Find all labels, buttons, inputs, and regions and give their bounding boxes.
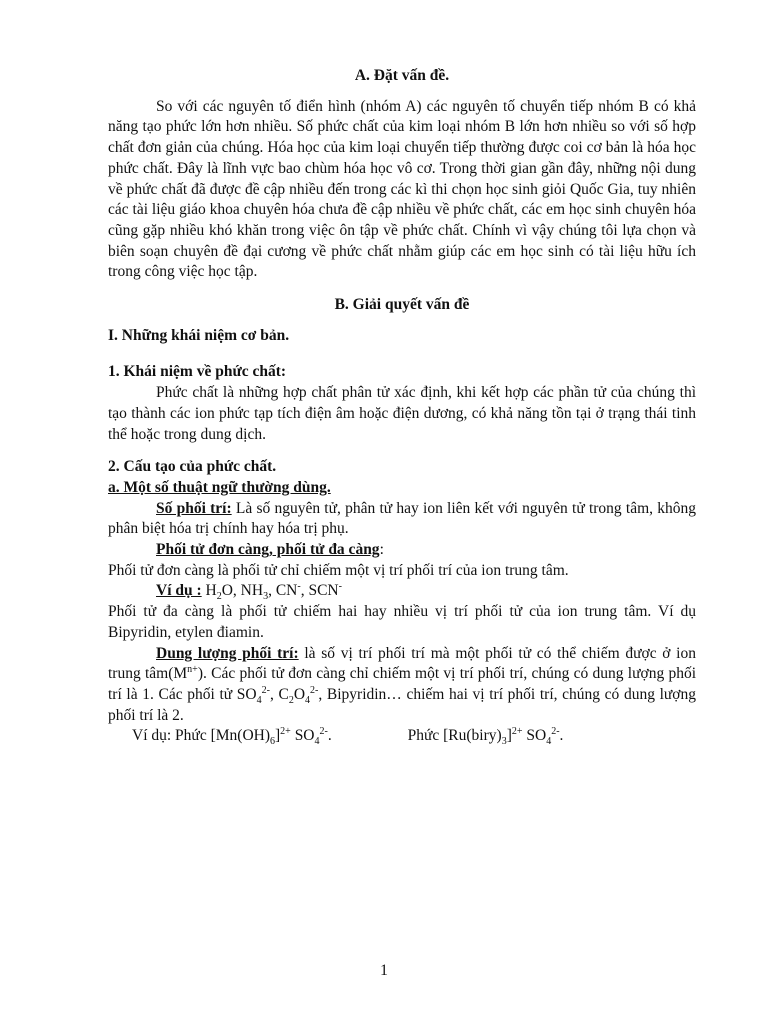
section-a-title: A. Đặt vấn đề.	[354, 67, 450, 84]
monodentate-definition: Phối tử đơn càng là phối tử chỉ chiếm một vị trí phối trí của ion trung tâm.	[108, 561, 569, 579]
example-text: O, NH	[221, 582, 264, 600]
section-a-paragraph: So với các nguyên tố điển hình (nhóm A) các nguyên tố chuyển tiếp nhóm B có khả năng tạo phức lớn hơn nhiều. Số phức chất của kim loại nhóm B lớn hơn nhiều so với số hợp chất đơn giản của chúng. Hóa học của kim loại chuyển tiếp thường được coi cơ bản là hóa học phức chất. Đây là lĩnh vực bao chùm hóa học vô cơ. Trong thời gian gần đây, những nội dung về phức chất đã được đề cập nhiều đến trong các kì thi chọn học sinh giỏi Quốc Gia, tuy nhiên các tài liệu giáo khoa chuyên hóa chưa đề cập nhiều về phức chất, các em học sinh chuyên hóa cũng gặp nhiều khó khăn trong việc ôn tập về phức chất. Chính vì vậy chúng tôi lựa chọn và biên soạn chuyên đề đại cương về phức chất nhằm giúp các em học sinh có tài liệu hữu ích trong công việc học tập.	[108, 97, 696, 281]
complex-example-1	[132, 726, 332, 748]
capacity-sub: 4	[256, 695, 262, 707]
capacity-sup: 2-	[261, 684, 270, 696]
capacity-term: Dung lượng phối trí:	[156, 644, 299, 662]
capacity-text: , Bipyridin… chiếm hai vị trí phối trí, chúng có dung lượng phối trí là 2.	[108, 685, 696, 724]
complex-sub: 4	[314, 736, 320, 748]
page-number: 1	[380, 962, 388, 979]
capacity-sub: 2	[288, 695, 294, 707]
complex-text: .	[327, 727, 332, 745]
coordination-number-term: Số phối trí:	[156, 499, 232, 517]
capacity-paragraph	[108, 644, 696, 727]
example-sub: 2	[216, 591, 222, 603]
complex-text: SO	[522, 727, 547, 745]
ligand-term: Phối tử đơn càng, phối tử đa càng	[156, 541, 380, 559]
example-sup: -	[338, 581, 342, 593]
complex-example-2	[407, 726, 564, 748]
example-text: , SCN	[300, 582, 339, 600]
sub2-heading: 2. Cấu tạo của phức chất.	[108, 458, 277, 476]
complex-sub: 6	[270, 736, 275, 748]
example-label: Ví dụ :	[156, 582, 202, 600]
example-sup: -	[297, 581, 301, 593]
complex-sup: 2-	[319, 726, 328, 738]
complex-text: Phức [Ru(biry)	[407, 727, 502, 745]
complex-text: ]	[506, 727, 512, 745]
complex-text: .	[559, 727, 564, 745]
coordination-number-definition: Là số nguyên tử, phân tử hay ion liên kết với nguyên tử trong tâm, không phân biệt hóa trị chính hay hóa trị phụ.	[108, 499, 696, 538]
complex-sup: 2+	[280, 726, 291, 738]
ligand-colon: :	[379, 541, 384, 559]
sub2a-heading-text: a. Một số thuật ngữ thường dùng.	[108, 478, 331, 496]
part1-heading: I. Những khái niệm cơ bản.	[108, 326, 290, 344]
capacity-text: ). Các phối tử đơn càng chỉ chiếm một vị trí phối trí, chúng có dung lượng phối trí là 1. Các phối tử SO	[108, 665, 697, 703]
document-body	[108, 66, 696, 747]
coordination-number-paragraph	[108, 499, 696, 540]
capacity-sup: n+	[187, 664, 198, 676]
ligand-heading-paragraph	[108, 540, 696, 561]
complex-text: Ví dụ: Phức [Mn(OH)	[132, 727, 270, 745]
capacity-sup: 2-	[310, 684, 319, 696]
complex-examples-line	[108, 726, 696, 747]
example-line	[108, 581, 696, 602]
sub1-paragraph: Phức chất là những hợp chất phân tử xác định, khi kết hợp các phần tử của chúng thì tạo thành các ion phức tạp tích điện âm hoặc điện dương, có khả năng tồn tại ở trạng thái tinh thể hoặc trong dung dịch.	[108, 384, 696, 443]
example-text: , CN	[268, 582, 298, 600]
complex-text: SO	[290, 727, 315, 745]
complex-text: ]	[275, 727, 281, 745]
section-b-title: B. Giải quyết vấn đề	[334, 296, 470, 314]
sub2a-heading	[108, 478, 696, 499]
complex-sup: 2-	[551, 726, 560, 738]
polydentate-definition: Phối tử đa càng là phối tử chiếm hai hay nhiều vị trí phối tử của ion trung tâm. Ví dụ Bipyridin, etylen điamin.	[108, 603, 696, 641]
example-text: H	[205, 582, 217, 600]
complex-sub: 3	[501, 736, 507, 748]
sub1-heading: 1. Khái niệm về phức chất:	[108, 363, 287, 381]
complex-sup: 2+	[511, 726, 523, 738]
complex-sub: 4	[546, 736, 552, 748]
capacity-text: là số vị trí phối trí mà một phối tử có thể chiếm được ở ion trung tâm(M	[108, 644, 696, 683]
capacity-text: , C	[269, 685, 289, 703]
capacity-text: O	[293, 685, 306, 703]
example-sub: 3	[263, 591, 269, 603]
capacity-sub: 4	[305, 695, 311, 707]
